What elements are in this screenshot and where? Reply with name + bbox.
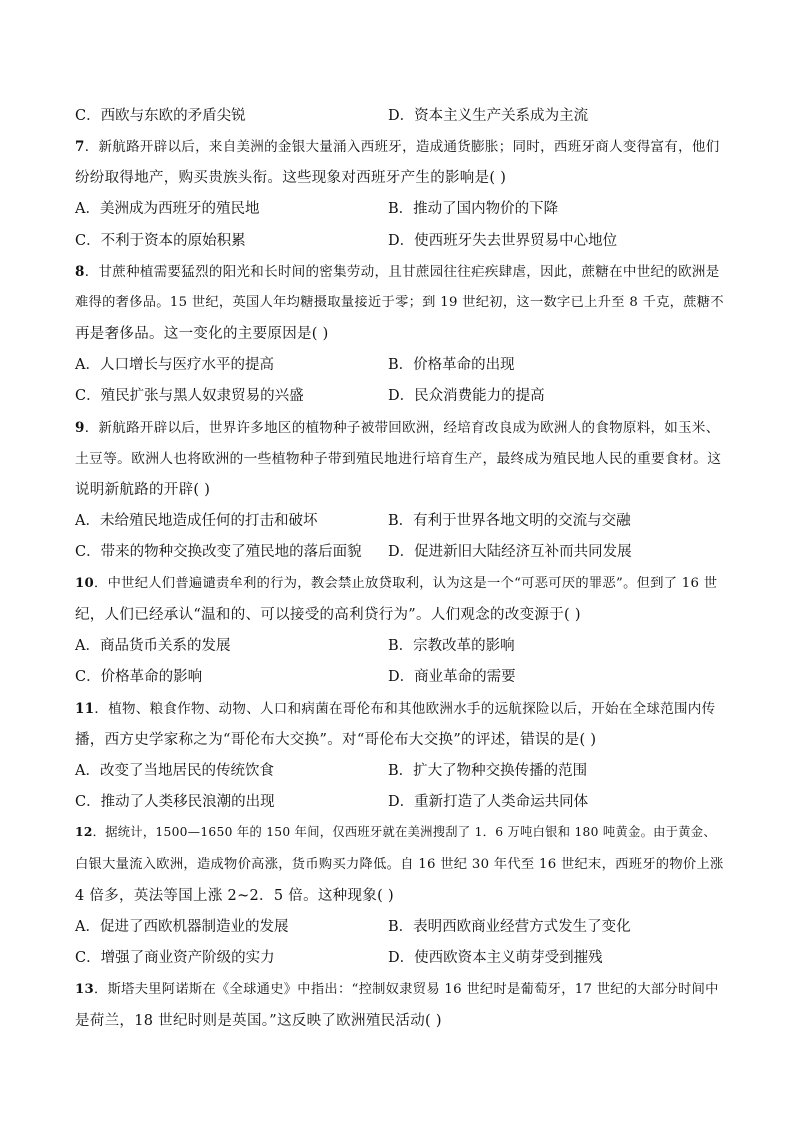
q7-number: 7 [75, 139, 85, 155]
q10-number: 10 [75, 576, 95, 591]
q9-stem-line-2: 土豆等。欧洲人也将欧洲的一些植物种子带到殖民地进行培育生产，最终成为殖民地人民的重要食材。这 [75, 451, 722, 467]
q7-stem-line-1: 7．新航路开辟以后，来自美洲的金银大量涌入西班牙，造成通货膨胀；同时，西班牙商人变得富有，他们 [75, 139, 720, 155]
q7-option-b: B．推动了国内物价的下降 [388, 201, 559, 217]
q8-stem-line-2: 难得的奢侈品。15 世纪，英国人年均糖摄取量接近于零；到 19 世纪初，这一数字已上升至 8 千克，蔗糖不 [75, 295, 724, 310]
q13-stem-line-1: 13．斯塔夫里阿诺斯在《全球通史》中指出：“控制奴隶贸易 16 世纪时是葡萄牙，17 世纪的大部分时间中 [75, 982, 719, 997]
q12-option-d: D．使西欧资本主义萌芽受到摧残 [388, 950, 603, 966]
q8-option-a: A．人口增长与医疗水平的提高 [75, 357, 274, 373]
q7-option-c: C．不利于资本的原始积累 [75, 233, 246, 249]
q10-stem-line-1: 10．中世纪人们普遍谴责牟利的行为，教会禁止放贷取利，认为这是一个“可恶可厌的罪恶”。但到了 16 世 [75, 576, 718, 591]
q11-stem-line-1: 11．植物、粮食作物、动物、人口和病菌在哥伦布和其他欧洲水手的远航探险以后，开始在全球范围内传 [75, 701, 716, 717]
q8-number: 8 [75, 264, 85, 280]
q10-option-c: C．价格革命的影响 [75, 669, 203, 685]
q8-option-d: D．民众消费能力的提高 [388, 388, 545, 404]
q9-option-b: B．有利于世界各地文明的交流与交融 [388, 513, 631, 529]
q9-stem-line-3: 说明新航路的开辟( ) [75, 482, 211, 498]
q6-option-d: D．资本主义生产关系成为主流 [388, 108, 589, 124]
q10-option-b: B．宗教改革的影响 [388, 638, 515, 654]
q12-option-a: A．促进了西欧机器制造业的发展 [75, 919, 289, 935]
q12-stem-line-1: 12．据统计，1500—1650 年的 150 年间，仅西班牙就在美洲搜刮了 1．6 万吨白银和 180 吨黄金。由于黄金、 [75, 824, 716, 839]
q9-number: 9 [75, 420, 85, 436]
q8-option-c: C．殖民扩张与黑人奴隶贸易的兴盛 [75, 388, 304, 404]
q11-number: 11 [75, 701, 95, 717]
q12-number: 12 [75, 824, 93, 839]
q11-option-b: B．扩大了物种交换传播的范围 [388, 763, 588, 779]
q13-stem-line-2: 是荷兰，18 世纪时则是英国。”这反映了欧洲殖民活动( ) [75, 1013, 442, 1029]
q9-option-c: C．带来的物种交换改变了殖民地的落后面貌 [75, 544, 362, 560]
q12-option-c: C．增强了商业资产阶级的实力 [75, 950, 275, 966]
q12-stem-line-2: 白银大量流入欧洲，造成物价高涨，货币购买力降低。自 16 世纪 30 年代至 16 世纪末，西班牙的物价上涨 [75, 857, 724, 872]
q7-option-a: A．美洲成为西班牙的殖民地 [75, 201, 260, 217]
q13-number: 13 [75, 982, 95, 997]
q12-stem-line-3: 4 倍多，英法等国上涨 2~2．5 倍。这种现象( ) [75, 888, 394, 904]
q11-option-d: D．重新打造了人类命运共同体 [388, 794, 589, 810]
q11-option-a: A．改变了当地居民的传统饮食 [75, 763, 274, 779]
q8-stem-line-3: 再是奢侈品。这一变化的主要原因是( ) [75, 326, 329, 342]
q9-stem-line-1: 9．新航路开辟以后，世界许多地区的植物种子被带回欧洲，经培育改良成为欧洲人的食物原料，如玉米、 [75, 420, 720, 436]
q10-option-d: D．商业革命的需要 [388, 669, 516, 685]
q10-stem-line-2: 纪，人们已经承认“温和的、可以接受的高利贷行为”。人们观念的改变源于( ) [75, 607, 581, 623]
q6-option-c: C．西欧与东欧的矛盾尖锐 [75, 108, 246, 124]
q7-stem-line-2: 纷纷取得地产，购买贵族头衔。这些现象对西班牙产生的影响是( ) [75, 170, 507, 186]
q9-option-a: A．未给殖民地造成任何的打击和破坏 [75, 513, 318, 529]
q10-option-a: A．商品货币关系的发展 [75, 638, 231, 654]
q11-option-c: C．推动了人类移民浪潮的出现 [75, 794, 275, 810]
q8-option-b: B．价格革命的出现 [388, 357, 515, 373]
q7-option-d: D．使西班牙失去世界贸易中心地位 [388, 233, 618, 249]
q8-stem-line-1: 8．甘蔗种植需要猛烈的阳光和长时间的密集劳动，且甘蔗园往往疟疾肆虐，因此，蔗糖在中世纪的欧洲是 [75, 264, 720, 280]
q12-option-b: B．表明西欧商业经营方式发生了变化 [388, 919, 631, 935]
q9-option-d: D．促进新旧大陆经济互补而共同发展 [388, 544, 632, 560]
q11-stem-line-2: 播，西方史学家称之为“哥伦布大交换”。对“哥伦布大交换”的评述，错误的是( ) [75, 732, 597, 748]
